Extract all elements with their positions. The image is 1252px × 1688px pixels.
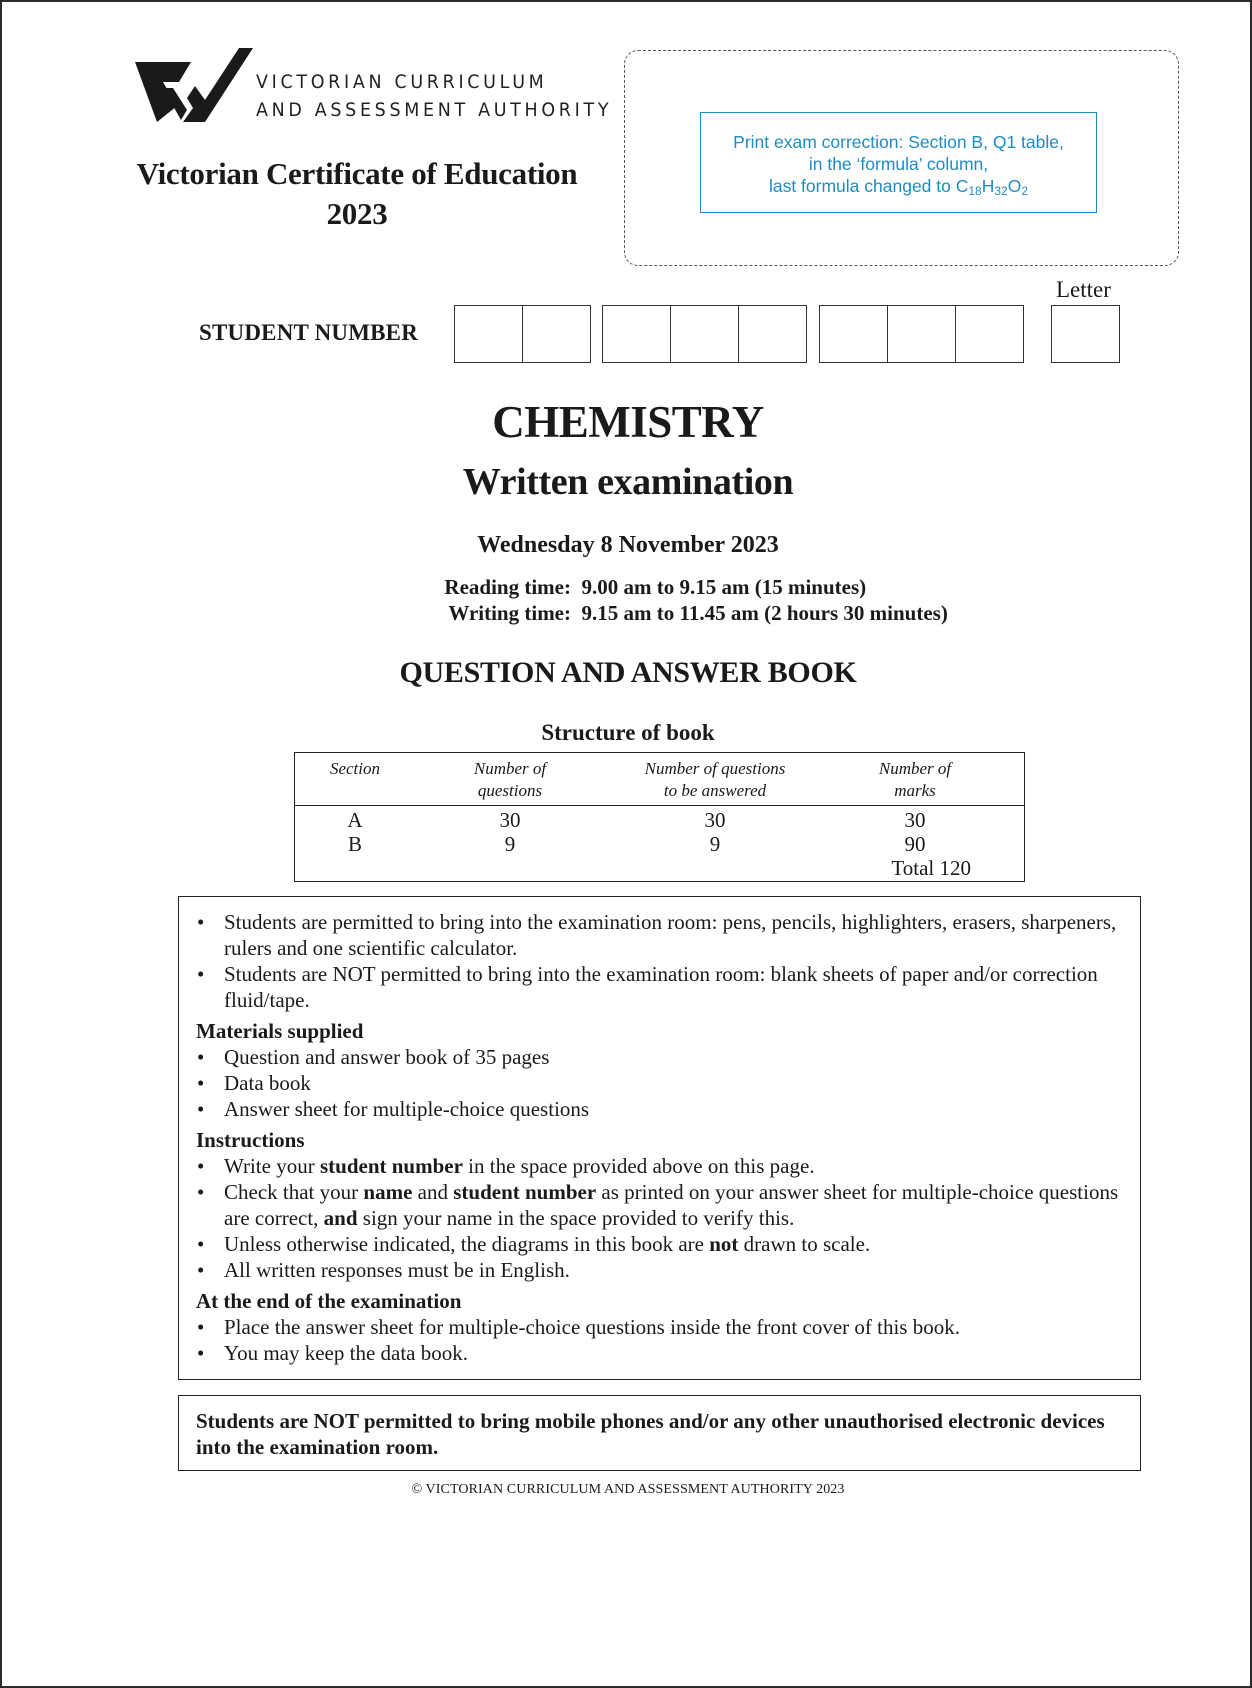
student-number-digit-box[interactable] bbox=[956, 306, 1023, 362]
structure-title: Structure of book bbox=[541, 720, 715, 745]
instr-text: Unless otherwise indicated, the diagrams in this book are bbox=[224, 1232, 710, 1256]
header-marks-1: Number of bbox=[878, 759, 952, 778]
materials-heading: Materials supplied bbox=[196, 1019, 364, 1043]
header-marks-2: marks bbox=[894, 781, 936, 800]
list-item bbox=[196, 1153, 1124, 1179]
instr-text: in the space provided above on this page. bbox=[462, 1154, 815, 1178]
student-number-label: STUDENT NUMBER bbox=[199, 320, 418, 345]
student-number-digit-box[interactable] bbox=[455, 306, 523, 362]
student-number-digit-box[interactable] bbox=[820, 306, 888, 362]
list-item: • Answer sheet for multiple-choice questions bbox=[196, 1096, 1124, 1122]
subject-title: CHEMISTRY bbox=[492, 397, 764, 447]
logo-line-2: AND ASSESSMENT AUTHORITY bbox=[256, 99, 613, 121]
exam-date: Wednesday 8 November 2023 bbox=[477, 532, 779, 558]
table-cell-section: A bbox=[347, 808, 363, 832]
writing-time-value: 9.15 am to 11.45 am (2 hours 30 minutes) bbox=[581, 601, 948, 625]
instr-bold: not bbox=[709, 1232, 739, 1256]
structure-table bbox=[294, 752, 1025, 882]
copyright: © VICTORIAN CURRICULUM AND ASSESSMENT AUTHORITY 2023 bbox=[411, 1482, 845, 1497]
student-number-letter-box[interactable] bbox=[1051, 305, 1120, 363]
reading-time-label: Reading time: bbox=[444, 575, 571, 599]
student-number-digit-box[interactable] bbox=[739, 306, 806, 362]
table-cell-marks: 30 bbox=[904, 808, 926, 832]
correction-line-3 bbox=[701, 175, 1096, 197]
list-item: • Question and answer book of 35 pages bbox=[196, 1044, 1124, 1070]
instr-text: drawn to scale. bbox=[738, 1232, 871, 1256]
header-marks bbox=[865, 758, 965, 802]
correction-line-1: Print exam correction: Section B, Q1 table, bbox=[733, 132, 1064, 152]
writing-time-row bbox=[395, 600, 948, 626]
vcaa-logo-text bbox=[256, 68, 612, 124]
header-section-text: Section bbox=[329, 759, 381, 778]
instr-text: as printed on your answer sheet for multiple-choice questions are correct, bbox=[224, 1180, 1119, 1230]
instr-text: Write your bbox=[224, 1154, 320, 1178]
end-heading: At the end of the examination bbox=[196, 1289, 462, 1313]
instr-bold: student number bbox=[319, 1154, 463, 1178]
writing-time-label: Writing time: bbox=[448, 601, 571, 625]
table-cell-section: B bbox=[347, 832, 362, 856]
list-item bbox=[196, 1231, 1124, 1257]
list-item: • Students are NOT permitted to bring into the examination room: blank sheets of paper and/or correction fluid/tape. bbox=[196, 961, 1124, 1013]
correction-line-2: in the ‘formula’ column, bbox=[808, 154, 989, 174]
certificate-line-1: Victorian Certificate of Education bbox=[136, 156, 578, 191]
certificate-year: 2023 bbox=[326, 196, 388, 231]
header-section bbox=[305, 758, 405, 780]
student-number-digit-box[interactable] bbox=[603, 306, 671, 362]
instr-bold: student number bbox=[453, 1180, 597, 1204]
table-cell-answered: 9 bbox=[709, 832, 721, 856]
header-num-questions-1: Number of bbox=[473, 759, 547, 778]
student-number-group-2 bbox=[602, 305, 807, 363]
exam-type: Written examination bbox=[462, 461, 794, 503]
table-total: Total 120 bbox=[891, 856, 971, 880]
formula-h: H bbox=[981, 176, 995, 196]
formula-subscript-h: 32 bbox=[994, 184, 1008, 198]
letter-label: Letter bbox=[1056, 277, 1111, 302]
header-to-answer-1: Number of questions bbox=[644, 759, 786, 778]
table-cell-questions: 9 bbox=[504, 832, 516, 856]
table-cell-marks: 90 bbox=[904, 832, 926, 856]
list-item: • All written responses must be in English. bbox=[196, 1257, 1124, 1283]
instr-text: sign your name in the space provided to verify this. bbox=[357, 1206, 795, 1230]
table-cell-questions: 30 bbox=[499, 808, 521, 832]
list-item: • You may keep the data book. bbox=[196, 1340, 1124, 1366]
exam-times bbox=[395, 574, 948, 626]
structure-table-header bbox=[295, 753, 1024, 806]
vcaa-logo bbox=[135, 48, 613, 128]
formula-subscript-c: 18 bbox=[968, 184, 982, 198]
reading-time-value: 9.00 am to 9.15 am (15 minutes) bbox=[581, 575, 867, 599]
instructions-box bbox=[178, 896, 1141, 1380]
header-to-answer-2: to be answered bbox=[663, 781, 767, 800]
instructions-heading: Instructions bbox=[196, 1128, 305, 1152]
student-number-digit-box[interactable] bbox=[523, 306, 590, 362]
print-correction-notice bbox=[700, 112, 1097, 213]
student-number-group-3 bbox=[819, 305, 1024, 363]
logo-line-1: VICTORIAN CURRICULUM bbox=[256, 71, 548, 93]
formula-o: O bbox=[1007, 176, 1022, 196]
header-to-answer bbox=[620, 758, 810, 802]
list-item: • Students are permitted to bring into the examination room: pens, pencils, highlighters, erasers, sharpeners, rulers and one scientific calculator. bbox=[196, 909, 1124, 961]
reading-time-row bbox=[395, 574, 948, 600]
formula-subscript-o: 2 bbox=[1021, 184, 1029, 198]
book-title: QUESTION AND ANSWER BOOK bbox=[399, 656, 857, 689]
list-item bbox=[196, 1179, 1124, 1231]
list-item: • Place the answer sheet for multiple-choice questions inside the front cover of this book. bbox=[196, 1314, 1124, 1340]
correction-formula-prefix: last formula changed to C bbox=[768, 176, 969, 196]
header-num-questions bbox=[455, 758, 565, 802]
student-number-digit-box[interactable] bbox=[671, 306, 739, 362]
vcaa-logo-mark-icon bbox=[135, 48, 255, 128]
certificate-title bbox=[122, 154, 592, 234]
student-number-group-1 bbox=[454, 305, 591, 363]
student-number-digit-box[interactable] bbox=[888, 306, 956, 362]
table-cell-answered: 30 bbox=[704, 808, 726, 832]
instr-bold: name bbox=[363, 1180, 413, 1204]
instr-bold: and bbox=[323, 1206, 358, 1230]
instr-text: and bbox=[412, 1180, 454, 1204]
list-item: • Data book bbox=[196, 1070, 1124, 1096]
instr-text: Check that your bbox=[224, 1180, 364, 1204]
mobile-phone-warning: Students are NOT permitted to bring mobile phones and/or any other unauthorised electronic devices into the examination room. bbox=[178, 1395, 1141, 1471]
header-num-questions-2: questions bbox=[477, 781, 543, 800]
